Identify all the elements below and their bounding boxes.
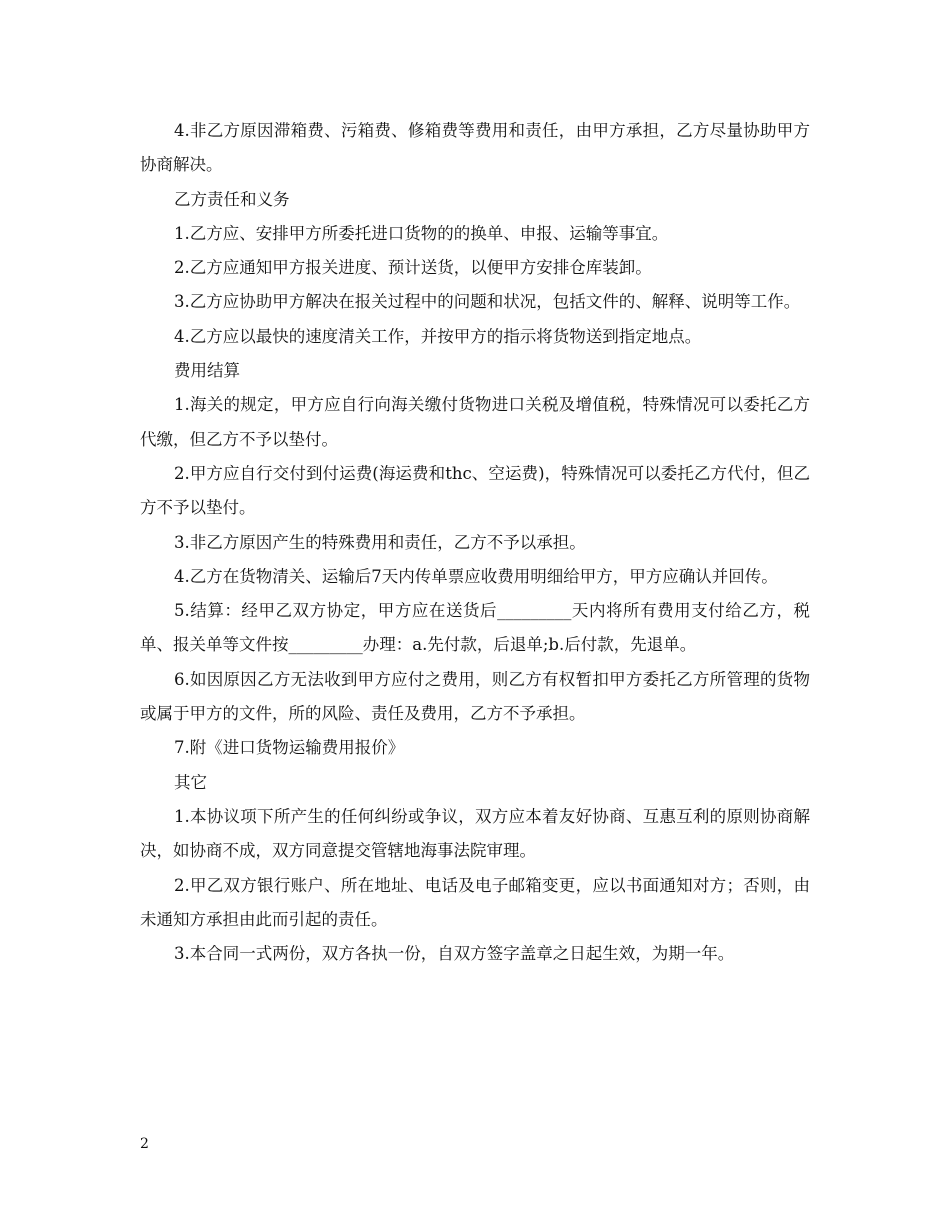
paragraph-settlement-1: 1.海关的规定，甲方应自行向海关缴付货物进口关税及增值税，特殊情况可以委托乙方代缴，但乙方不予以垫付。 [140, 395, 810, 449]
section-heading-settlement: 费用结算 [174, 361, 240, 381]
section-heading-other: 其它 [174, 772, 207, 792]
paragraph-other-2: 2.甲乙双方银行账户、所在地址、电话及电子邮箱变更，应以书面通知对方；否则，由未通知方承担由此而引起的责任。 [140, 875, 810, 929]
paragraph-other-1: 1.本协议项下所产生的任何纠纷或争议，双方应本着友好协商、互惠互利的原则协商解决，如协商不成，双方同意提交管辖地海事法院审理。 [140, 806, 810, 861]
document-body [140, 114, 810, 971]
paragraph-duty-4: 4.乙方应以最快的速度清关工作，并按甲方的指示将货物送到指定地点。 [174, 326, 702, 346]
paragraph-settlement-2: 2.甲方应自行交付到付运费(海运费和thc、空运费)，特殊情况可以委托乙方代付，但乙方不予以垫付。 [140, 463, 810, 518]
paragraph-settlement-4: 4.乙方在货物清关、运输后7天内传单票应收费用明细给甲方，甲方应确认并回传。 [174, 566, 778, 586]
paragraph-duty-2: 2.乙方应通知甲方报关进度、预计送货，以便甲方安排仓库装卸。 [174, 258, 652, 278]
paragraph-settlement-6: 6.如因原因乙方无法收到甲方应付之费用，则乙方有权暂扣甲方委托乙方所管理的货物或属于甲方的文件，所的风险、责任及费用，乙方不予承担。 [140, 669, 810, 724]
paragraph-duty-1: 1.乙方应、安排甲方所委托进口货物的的换单、申报、运输等事宜。 [174, 223, 669, 243]
paragraph-duty-3: 3.乙方应协助甲方解决在报关过程中的问题和状况，包括文件的、解释、说明等工作。 [174, 292, 801, 312]
paragraph-settlement-3: 3.非乙方原因产生的特殊费用和责任，乙方不予以承担。 [174, 532, 586, 552]
paragraph-settlement-7: 7.附《进口货物运输费用报价》 [174, 738, 405, 758]
paragraph-settlement-5: 5.结算：经甲乙双方协定，甲方应在送货后_________天内将所有费用支付给乙方，税单、报关单等文件按_________办理：a.先付款，后退单;b.后付款，先退单。 [140, 601, 810, 655]
page-number: 2 [140, 1136, 149, 1152]
paragraph-clause-4-container-fees: 4.非乙方原因滞箱费、污箱费、修箱费等费用和责任，由甲方承担，乙方尽量协助甲方协商解决。 [140, 121, 810, 175]
section-heading-party-b-duties: 乙方责任和义务 [174, 189, 290, 209]
paragraph-other-3: 3.本合同一式两份，双方各执一份，自双方签字盖章之日起生效，为期一年。 [174, 944, 735, 964]
